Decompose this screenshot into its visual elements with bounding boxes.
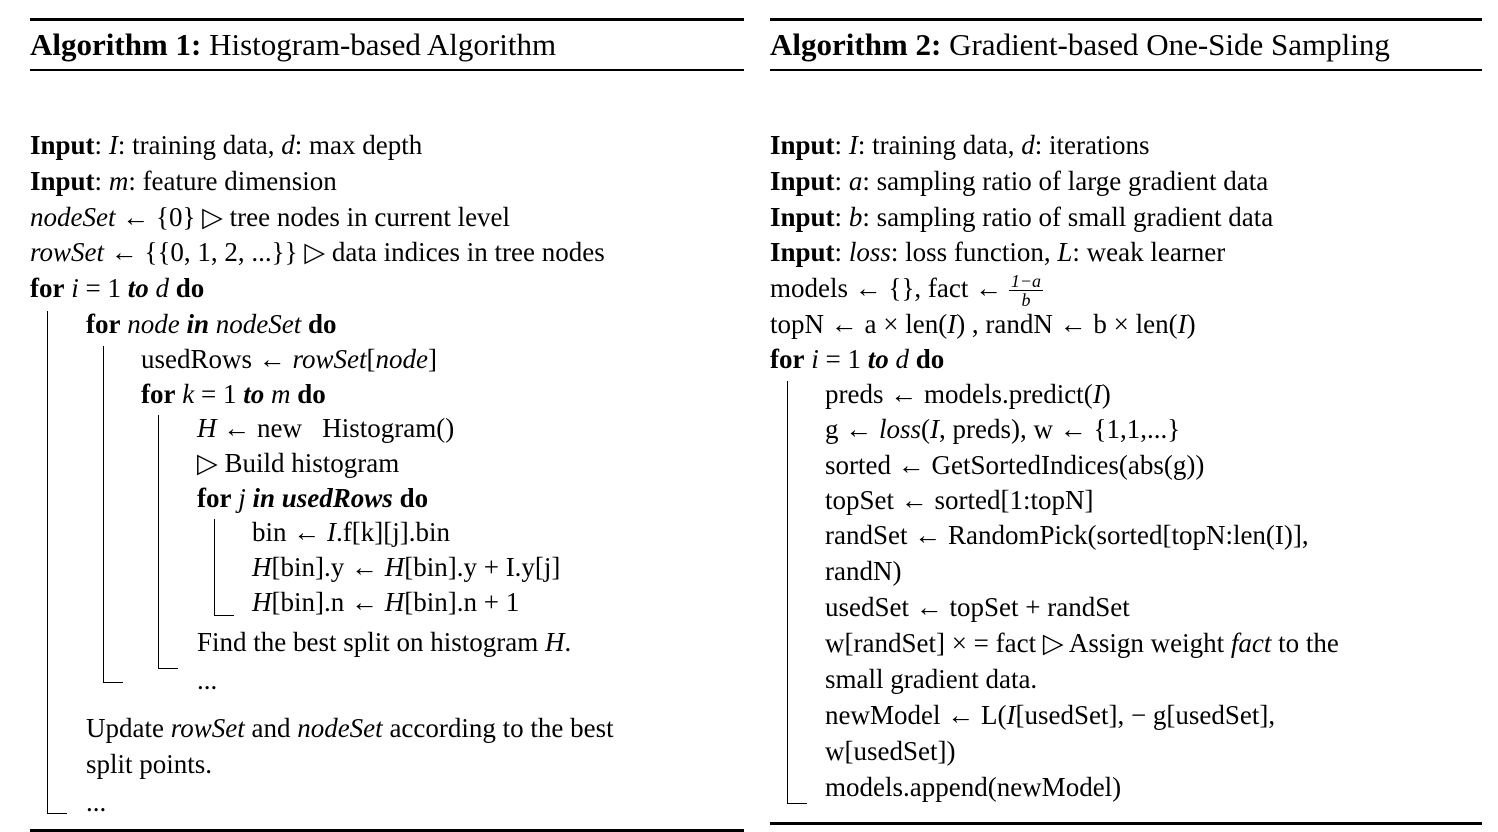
algo2-line-7: for i = 1 to d do (770, 344, 945, 374)
block-guide-for-i-end (47, 813, 67, 814)
block-guide-for-i (47, 311, 48, 813)
algo1-line-17: Update rowSet and nodeSet according to the best (86, 713, 614, 743)
algo2-line-19: models.append(newModel) (825, 772, 1122, 802)
block-guide-for-k (158, 415, 159, 668)
algo2-line-14: usedSet ← topSet + randSet (825, 592, 1130, 622)
block-guide-for-i-end (787, 803, 807, 804)
algo1-line-11: for j in usedRows do (197, 483, 429, 513)
algorithm-2-title (770, 21, 1482, 71)
block-guide-for-j-end (214, 615, 234, 616)
algo1-line-2: Input: m: feature dimension (30, 166, 337, 196)
algorithm-1-box (30, 18, 744, 817)
algo2-line-2: Input: a: sampling ratio of large gradient data (770, 166, 1269, 196)
algo1-line-18: split points. (86, 749, 213, 779)
algo1-line-14: H[bin].n ← H[bin].n + 1 (252, 587, 520, 617)
algo1-line-6: for node in nodeSet do (86, 309, 337, 339)
algo1-line-10: ▷ Build histogram (197, 448, 400, 478)
algo2-line-8: preds ← models.predict(I) (825, 379, 1111, 409)
algo1-line-4: rowSet ← {{0, 1, 2, ...}} ▷ data indices in tree nodes (30, 237, 605, 267)
algo1-line-13: H[bin].y ← H[bin].y + I.y[j] (252, 552, 561, 582)
algo2-line-3: Input: b: sampling ratio of small gradient data (770, 202, 1274, 232)
block-guide-for-node (103, 346, 104, 682)
algo1-line-3: nodeSet ← {0} ▷ tree nodes in current level (30, 202, 511, 232)
algo1-line-8: for k = 1 to m do (141, 379, 326, 409)
algo2-line-16: small gradient data. (825, 664, 1038, 694)
block-guide-for-i (787, 381, 788, 803)
algo2-line-5: models ← {}, fact ← $\frac{1-a}{b}$ (770, 271, 1042, 311)
algo1-line-12: bin ← I.f[k][j].bin (252, 517, 450, 547)
algo2-line-1: Input: I: training data, d: iterations (770, 130, 1150, 160)
algo2-line-12: randSet ← RandomPick(sorted[topN:len(I)], (825, 520, 1309, 550)
block-guide-for-k-end (158, 668, 178, 669)
algorithm-1-label: Algorithm 1: (30, 27, 202, 62)
block-guide-for-node-end (103, 682, 123, 683)
block-guide-for-j (214, 519, 215, 615)
algo2-line-13: randN) (825, 556, 902, 586)
algorithm-1-title-text: Histogram-based Algorithm (209, 27, 557, 62)
algorithm-2-label: Algorithm 2: (770, 27, 942, 62)
algo2-line-18: w[usedSet]) (825, 736, 956, 766)
algo1-line-1: Input: I: training data, d: max depth (30, 130, 423, 160)
algo1-line-9: H ← new Histogram() (197, 413, 455, 443)
algorithm-1-title (30, 21, 744, 71)
bottom-rule (770, 822, 1482, 825)
algo2-line-4: Input: loss: loss function, L: weak learner (770, 237, 1226, 267)
algo1-line-5: for i = 1 to d do (30, 273, 205, 303)
algo2-line-15: w[randSet] × = fact ▷ Assign weight fact to the (825, 628, 1339, 658)
algo2-line-6: topN ← a × len(I) , randN ← b × len(I) (770, 309, 1196, 339)
algorithm-2-title-text: Gradient-based One-Side Sampling (949, 27, 1390, 62)
algo2-line-17: newModel ← L(I[usedSet], − g[usedSet], (825, 700, 1276, 730)
algo1-line-15: Find the best split on histogram H. (197, 627, 572, 657)
algo2-line-11: topSet ← sorted[1:topN] (825, 485, 1094, 515)
algo2-line-10: sorted ← GetSortedIndices(abs(g)) (825, 450, 1205, 480)
algo2-line-9: g ← loss(I, preds), w ← {1,1,...} (825, 414, 1181, 444)
algo1-line-19: ... (86, 787, 107, 817)
algorithm-2-box (770, 18, 1482, 802)
algo1-line-16: ... (197, 665, 218, 695)
algo1-line-7: usedRows ← rowSet[node] (141, 344, 437, 374)
